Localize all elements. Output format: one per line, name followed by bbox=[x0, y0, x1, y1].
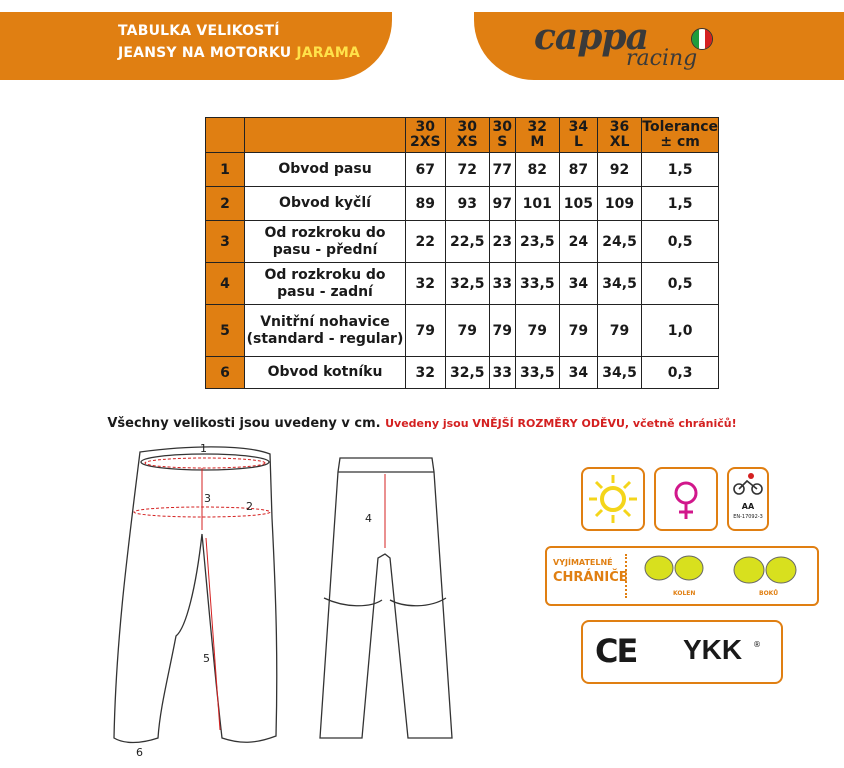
tolerance-cell: 1,0 bbox=[642, 305, 719, 357]
table-cell: 97 bbox=[489, 187, 515, 221]
measurement-diagram bbox=[0, 438, 480, 768]
header-product-type: JEANSY NA MOTORKU bbox=[118, 45, 292, 61]
diagram-label-4: 4 bbox=[365, 512, 372, 525]
brand-subtitle: racing bbox=[626, 46, 698, 71]
header-product-name: JARAMA bbox=[296, 45, 360, 61]
table-cell: 105 bbox=[560, 187, 598, 221]
row-label: Od rozkroku do pasu - přední bbox=[245, 221, 406, 263]
table-row bbox=[206, 221, 719, 263]
header-title-line1: TABULKA VELIKOSTÍ bbox=[118, 23, 280, 39]
tolerance-cell: 0,5 bbox=[642, 263, 719, 305]
female-badge bbox=[654, 467, 718, 531]
table-cell: 33,5 bbox=[515, 357, 559, 389]
motorcycle-icon bbox=[729, 469, 767, 499]
size-header: 32 M bbox=[515, 118, 559, 153]
row-number: 5 bbox=[206, 305, 245, 357]
italian-flag-icon bbox=[691, 28, 713, 50]
sun-icon bbox=[583, 469, 643, 529]
row-number: 4 bbox=[206, 263, 245, 305]
removable-protectors-badge bbox=[545, 546, 819, 606]
row-number: 1 bbox=[206, 153, 245, 187]
table-cell: 33,5 bbox=[515, 263, 559, 305]
table-cell: 23 bbox=[489, 221, 515, 263]
table-cell: 79 bbox=[597, 305, 641, 357]
size-table bbox=[205, 117, 719, 389]
protectors-divider bbox=[625, 554, 629, 598]
diagram-label-5: 5 bbox=[203, 652, 210, 665]
table-header-row bbox=[206, 118, 719, 153]
table-cell: 32 bbox=[406, 263, 446, 305]
tolerance-header: Tolerance ± cm bbox=[642, 118, 719, 153]
ce-mark: CE bbox=[595, 632, 637, 670]
tolerance-cell: 1,5 bbox=[642, 153, 719, 187]
diagram-label-1: 1 bbox=[200, 442, 207, 455]
table-cell: 89 bbox=[406, 187, 446, 221]
brand-wordmark: cappa bbox=[534, 16, 648, 58]
trousers-front-outline bbox=[114, 447, 277, 743]
size-header: 34 L bbox=[560, 118, 598, 153]
table-row bbox=[206, 187, 719, 221]
header-banner-left bbox=[0, 12, 392, 80]
protector-pads-icon bbox=[637, 552, 807, 588]
table-cell: 93 bbox=[445, 187, 489, 221]
aa-rating: AA bbox=[741, 502, 755, 511]
table-cell: 34 bbox=[560, 263, 598, 305]
ce-ykk-badge bbox=[581, 620, 783, 684]
row-label: Obvod pasu bbox=[245, 153, 406, 187]
table-cell: 101 bbox=[515, 187, 559, 221]
measurement-lines bbox=[134, 458, 385, 730]
table-row bbox=[206, 263, 719, 305]
row-label: Obvod kotníku bbox=[245, 357, 406, 389]
table-cell: 32 bbox=[406, 357, 446, 389]
header-banner-right bbox=[474, 12, 844, 80]
row-number: 6 bbox=[206, 357, 245, 389]
table-cell: 22,5 bbox=[445, 221, 489, 263]
header-corner-cell bbox=[206, 118, 245, 153]
table-cell: 22 bbox=[406, 221, 446, 263]
diagram-label-6: 6 bbox=[136, 746, 143, 759]
tolerance-cell: 1,5 bbox=[642, 187, 719, 221]
note-main: Všechny velikosti jsou uvedeny v cm. bbox=[107, 416, 381, 431]
row-number: 2 bbox=[206, 187, 245, 221]
note-warning: Uvedeny jsou VNĚJŠÍ ROZMĚRY ODĚVU, včetně chráničů! bbox=[385, 417, 737, 430]
size-header: 30 S bbox=[489, 118, 515, 153]
table-cell: 72 bbox=[445, 153, 489, 187]
ykk-registered-mark: ® bbox=[753, 640, 761, 649]
table-cell: 79 bbox=[560, 305, 598, 357]
size-header: 30 XS bbox=[445, 118, 489, 153]
table-cell: 32,5 bbox=[445, 357, 489, 389]
row-label: Obvod kyčlí bbox=[245, 187, 406, 221]
table-cell: 79 bbox=[406, 305, 446, 357]
hip-label: BOKŮ bbox=[759, 590, 779, 597]
protectors-line1: VYJÍMATELNÉ bbox=[553, 558, 613, 567]
table-cell: 34,5 bbox=[597, 357, 641, 389]
measurement-note bbox=[0, 416, 844, 431]
diagram-label-3: 3 bbox=[204, 492, 211, 505]
tolerance-cell: 0,5 bbox=[642, 221, 719, 263]
table-cell: 79 bbox=[515, 305, 559, 357]
brand-logo bbox=[534, 16, 734, 76]
header-label-cell bbox=[245, 118, 406, 153]
row-number: 3 bbox=[206, 221, 245, 263]
en-standard: EN-17092-3 bbox=[733, 514, 763, 520]
table-cell: 82 bbox=[515, 153, 559, 187]
female-icon bbox=[656, 469, 716, 529]
table-row bbox=[206, 357, 719, 389]
table-cell: 32,5 bbox=[445, 263, 489, 305]
table-row bbox=[206, 153, 719, 187]
certification-badge bbox=[727, 467, 769, 531]
ykk-logo: YKK bbox=[683, 634, 743, 665]
table-cell: 23,5 bbox=[515, 221, 559, 263]
protectors-line2: CHRÁNIČE bbox=[553, 570, 628, 585]
table-cell: 92 bbox=[597, 153, 641, 187]
table-cell: 33 bbox=[489, 357, 515, 389]
table-cell: 79 bbox=[489, 305, 515, 357]
table-cell: 77 bbox=[489, 153, 515, 187]
size-header: 30 2XS bbox=[406, 118, 446, 153]
tolerance-cell: 0,3 bbox=[642, 357, 719, 389]
table-row bbox=[206, 305, 719, 357]
header-title-line2 bbox=[118, 45, 360, 61]
table-cell: 87 bbox=[560, 153, 598, 187]
summer-badge bbox=[581, 467, 645, 531]
table-cell: 24,5 bbox=[597, 221, 641, 263]
row-label: Vnitřní nohavice (standard - regular) bbox=[245, 305, 406, 357]
trousers-back-outline bbox=[320, 458, 452, 738]
table-cell: 24 bbox=[560, 221, 598, 263]
table-cell: 109 bbox=[597, 187, 641, 221]
size-header: 36 XL bbox=[597, 118, 641, 153]
knee-label: KOLEN bbox=[673, 590, 696, 597]
table-cell: 34 bbox=[560, 357, 598, 389]
diagram-label-2: 2 bbox=[246, 500, 253, 513]
table-cell: 67 bbox=[406, 153, 446, 187]
row-label: Od rozkroku do pasu - zadní bbox=[245, 263, 406, 305]
table-cell: 34,5 bbox=[597, 263, 641, 305]
table-cell: 33 bbox=[489, 263, 515, 305]
table-cell: 79 bbox=[445, 305, 489, 357]
